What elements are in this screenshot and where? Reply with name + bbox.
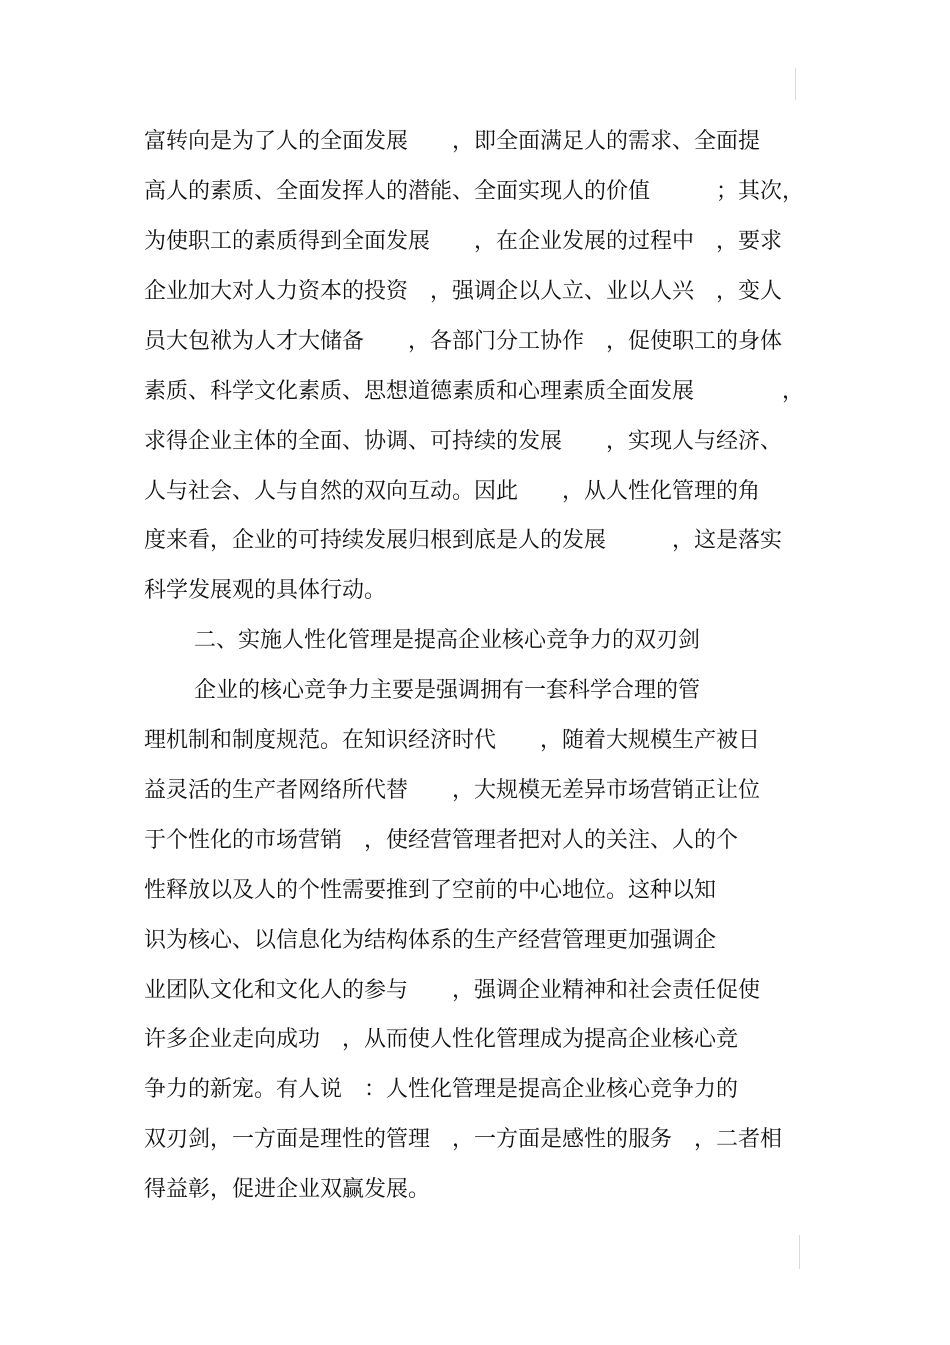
text-line: 双刃剑，一方面是理性的管理 ，一方面是感性的服务 ，二者相 [144,1127,783,1152]
text-line: 理机制和制度规范。在知识经济时代 ，随着大规模生产被日 [144,728,761,753]
text-line: 争力的新宠。有人说 ：人性化管理是提高企业核心竞争力的 [144,1077,739,1102]
text-line: 许多企业走向成功 ，从而使人性化管理成为提高企业核心竞 [144,1027,739,1052]
text-line: 益灵活的生产者网络所代替 ，大规模无差异市场营销正让位 [144,778,761,803]
paragraph-first-line: 企业的核心竞争力主要是强调拥有一套科学合理的管 [194,678,701,703]
text-line: 度来看，企业的可持续发展归根到底是人的发展 ，这是落实 [144,528,783,553]
text-line: 富转向是为了人的全面发展 ，即全面满足人的需求、全面提 [144,129,761,154]
section-heading: 二、实施人性化管理是提高企业核心竞争力的双刃剑 [194,628,701,653]
text-line: 识为核心、以信息化为结构体系的生产经营管理更加强调企 [144,928,717,953]
text-line: 求得企业主体的全面、协调、可持续的发展 ，实现人与经济、 [144,429,783,454]
text-line: 性释放以及人的个性需要推到了空前的中心地位。这种以知 [144,878,717,903]
text-line: 高人的素质、全面发挥人的潜能、全面实现人的价值 ；其次， [144,179,805,204]
text-line: 企业加大对人力资本的投资 ，强调企以人立、业以人兴 ，变人 [144,279,783,304]
text-line: 素质、科学文化素质、思想道德素质和心理素质全面发展 ， [144,379,805,404]
text-line: 员大包袱为人才大储备 ，各部门分工协作 ，促使职工的身体 [144,329,783,354]
text-line: 为使职工的素质得到全面发展 ，在企业发展的过程中 ，要求 [144,229,783,254]
text-line: 科学发展观的具体行动。 [144,578,387,603]
text-line: 得益彰，促进企业双赢发展。 [144,1177,431,1202]
margin-rule-top [795,68,796,100]
text-line: 于个性化的市场营销 ，使经营管理者把对人的关注、人的个 [144,828,739,853]
text-line: 业团队文化和文化人的参与 ，强调企业精神和社会责任促使 [144,978,761,1003]
text-line: 人与社会、人与自然的双向互动。因此 ，从人性化管理的角 [144,479,761,504]
margin-rule-bottom [799,1235,800,1269]
